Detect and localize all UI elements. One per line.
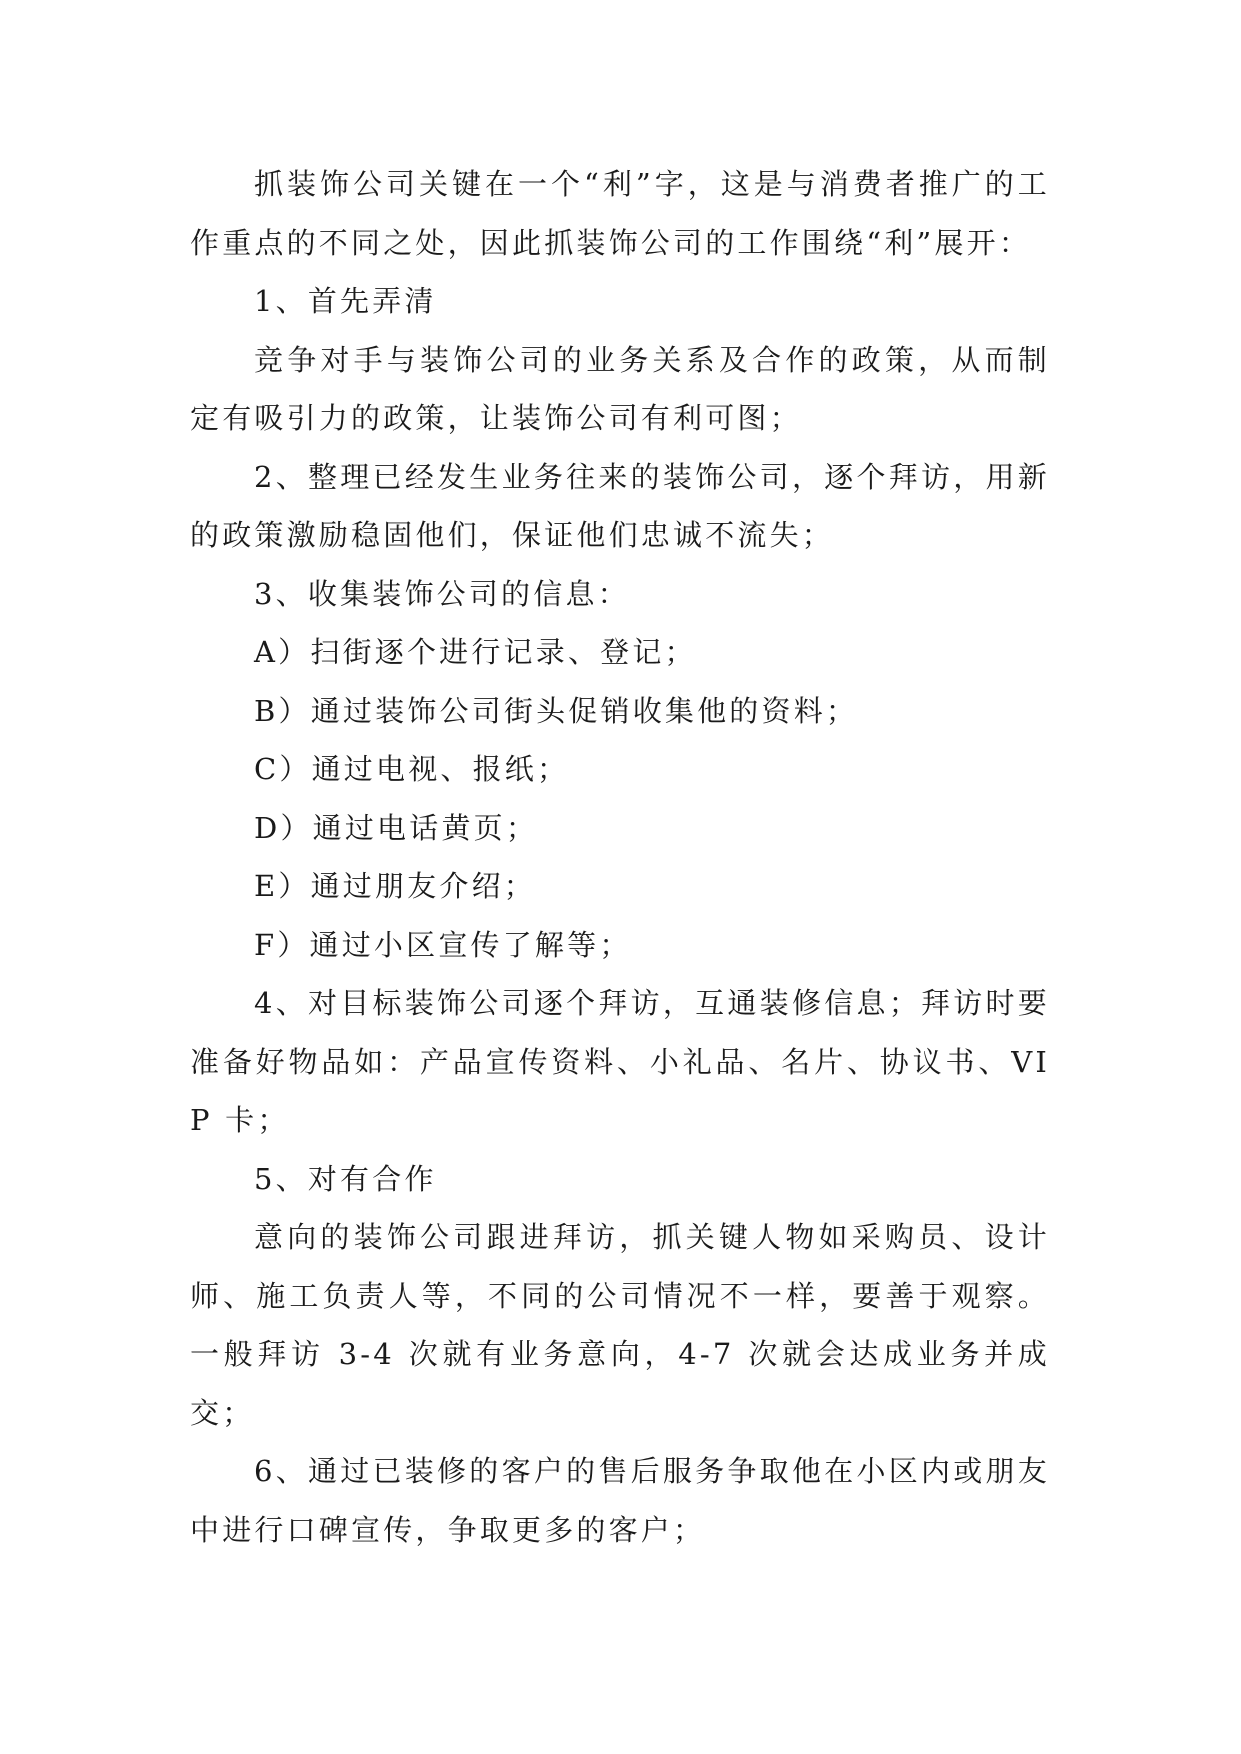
list-item-f: F）通过小区宣传了解等； <box>254 927 632 962</box>
paragraph-step-4: 4、对目标装饰公司逐个拜访，互通装修信息；拜访时要准备好物品如：产品宣传资料、小礼品、名片、协议书、VIP 卡； <box>190 986 1050 1137</box>
paragraph-step-5-heading: 5、对有合作 <box>254 1161 437 1196</box>
list-item-e: E）通过朋友介绍； <box>254 869 536 903</box>
paragraph-step-6: 6、通过已装修的客户的售后服务争取他在小区内或朋友中进行口碑宣传，争取更多的客户； <box>190 1454 1050 1547</box>
paragraph-step-3-heading: 3、收集装饰公司的信息： <box>254 576 630 611</box>
paragraph-step-1-heading: 1、首先弄清 <box>254 284 437 318</box>
paragraph-intro: 抓装饰公司关键在一个“利”字，这是与消费者推广的工作重点的不同之处，因此抓装饰公司的工作围绕“利”展开： <box>190 167 1050 260</box>
list-item-a: A）扫街逐个进行记录、登记； <box>254 635 697 669</box>
paragraph-step-1-body: 竞争对手与装饰公司的业务关系及合作的政策，从而制定有吸引力的政策，让装饰公司有利可图； <box>190 342 1050 435</box>
list-item-b: B）通过装饰公司街头促销收集他的资料； <box>254 693 859 728</box>
list-item-d: D）通过电话黄页； <box>254 810 539 845</box>
list-item-c: C）通过电视、报纸； <box>254 752 570 786</box>
document-body <box>190 155 1050 1559</box>
paragraph-step-2: 2、整理已经发生业务往来的装饰公司，逐个拜访，用新的政策激励稳固他们，保证他们忠诚不流失； <box>190 459 1050 552</box>
paragraph-step-5-body: 意向的装饰公司跟进拜访，抓关键人物如采购员、设计师、施工负责人等，不同的公司情况不一样，要善于观察。一般拜访 3-4 次就有业务意向，4-7 次就会达成业务并成交； <box>190 1220 1050 1430</box>
